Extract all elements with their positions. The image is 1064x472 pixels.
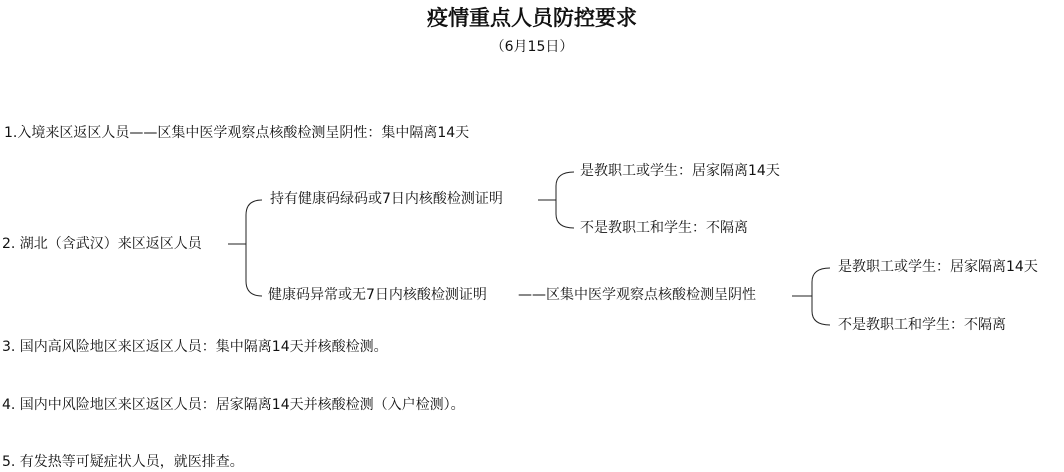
item-1-text: 1.入境来区返区人员——区集中医学观察点核酸检测呈阴性：集中隔离14天 (4, 125, 470, 141)
item-2-branch-a: 持有健康码绿码或7日内核酸检测证明 (270, 191, 503, 207)
item-2-branch-b-next: ——区集中医学观察点核酸检测呈阴性 (518, 287, 756, 303)
item-2-branch-b-child-1: 是教职工或学生：居家隔离14天 (838, 259, 1038, 275)
item-2-root: 2. 湖北（含武汉）来区返区人员 (2, 236, 202, 252)
item-2-branch-a-child-1: 是教职工或学生：居家隔离14天 (580, 163, 780, 179)
item-2-branch-b-next-label: 区集中医学观察点核酸检测呈阴性 (546, 287, 756, 303)
item-2-branch-b: 健康码异常或无7日内核酸检测证明 (268, 287, 487, 303)
item-2-branch-a-child-2: 不是教职工和学生：不隔离 (580, 220, 748, 236)
brace-branch-b (812, 268, 830, 325)
page-title: 疫情重点人员防控要求 (427, 6, 637, 30)
item-3-text: 3. 国内高风险地区来区返区人员：集中隔离14天并核酸检测。 (2, 339, 388, 355)
item-5-text: 5. 有发热等可疑症状人员，就医排查。 (2, 454, 244, 470)
item-4-text: 4. 国内中风险地区来区返区人员：居家隔离14天并核酸检测（入户检测）。 (2, 397, 465, 413)
page-subtitle: （6月15日） (490, 39, 574, 55)
brace-level1 (246, 200, 262, 296)
item-2-branch-b-child-2: 不是教职工和学生：不隔离 (838, 317, 1006, 333)
brace-branch-a (556, 172, 574, 228)
